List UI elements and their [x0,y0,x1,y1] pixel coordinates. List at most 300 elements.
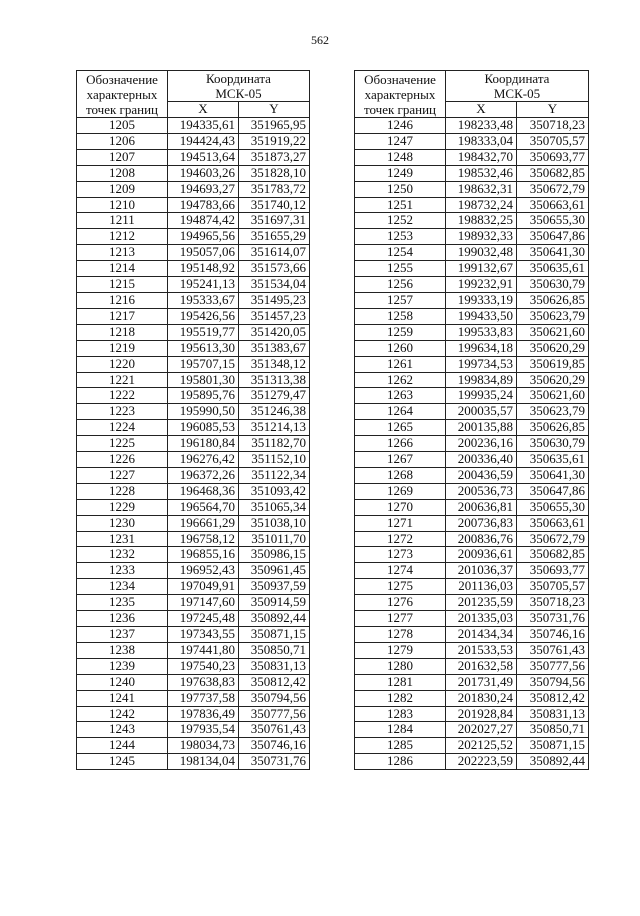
table-row [355,118,589,134]
coord-x: 202027,27 [446,722,517,738]
table-row [355,642,589,658]
coord-x: 197245,48 [168,611,239,627]
table-row [355,627,589,643]
table-row [77,722,310,738]
table-row [355,452,589,468]
table-row [77,642,310,658]
table-row [77,658,310,674]
coord-x: 201731,49 [446,674,517,690]
coord-x: 197147,60 [168,595,239,611]
coord-y: 351383,67 [239,340,310,356]
point-number: 1281 [355,674,446,690]
coord-x: 202125,52 [446,738,517,754]
coord-y: 350655,30 [517,499,589,515]
header-x: X [168,102,239,118]
table-row [355,149,589,165]
coord-y: 351614,07 [239,245,310,261]
coord-y: 350718,23 [517,595,589,611]
coord-y: 350831,13 [517,706,589,722]
table-row [77,372,310,388]
coord-x: 197737,58 [168,690,239,706]
point-number: 1222 [77,388,168,404]
coord-y: 351534,04 [239,277,310,293]
point-number: 1241 [77,690,168,706]
coord-y: 350672,79 [517,531,589,547]
coord-x: 199533,83 [446,324,517,340]
coord-x: 196468,36 [168,483,239,499]
table-row [77,754,310,770]
coord-y: 350641,30 [517,467,589,483]
coord-x: 199634,18 [446,340,517,356]
table-row [77,499,310,515]
coord-y: 351182,70 [239,436,310,452]
coord-x: 197935,54 [168,722,239,738]
coord-y: 351093,42 [239,483,310,499]
point-number: 1251 [355,197,446,213]
coord-x: 199132,67 [446,261,517,277]
coord-x: 194965,56 [168,229,239,245]
table-row [355,467,589,483]
point-number: 1272 [355,531,446,547]
table-row [355,706,589,722]
coord-x: 200536,73 [446,483,517,499]
coord-y: 351279,47 [239,388,310,404]
table-row [355,738,589,754]
point-number: 1229 [77,499,168,515]
coord-x: 199333,19 [446,292,517,308]
point-number: 1220 [77,356,168,372]
coord-y: 350647,86 [517,229,589,245]
point-number: 1259 [355,324,446,340]
coord-y: 351246,38 [239,404,310,420]
table-row [355,674,589,690]
coord-x: 195990,50 [168,404,239,420]
coord-y: 350621,60 [517,388,589,404]
point-number: 1211 [77,213,168,229]
point-number: 1217 [77,308,168,324]
coord-x: 200135,88 [446,420,517,436]
table-row [77,324,310,340]
table-row [355,308,589,324]
coord-x: 194335,61 [168,118,239,134]
point-number: 1283 [355,706,446,722]
coord-x: 195519,77 [168,324,239,340]
coord-y: 350619,85 [517,356,589,372]
table-row [77,547,310,563]
table-row [355,579,589,595]
point-number: 1274 [355,563,446,579]
point-number: 1253 [355,229,446,245]
table-row [77,690,310,706]
point-number: 1279 [355,642,446,658]
coord-y: 351214,13 [239,420,310,436]
coord-y: 351783,72 [239,181,310,197]
point-number: 1234 [77,579,168,595]
table-row [77,674,310,690]
coord-y: 350892,44 [517,754,589,770]
coord-x: 201632,58 [446,658,517,674]
coord-y: 350777,56 [239,706,310,722]
coord-y: 350635,61 [517,261,589,277]
point-number: 1284 [355,722,446,738]
coord-y: 350746,16 [517,627,589,643]
coord-y: 351152,10 [239,452,310,468]
coord-x: 198233,48 [446,118,517,134]
point-number: 1269 [355,483,446,499]
table-row [77,436,310,452]
coord-x: 201235,59 [446,595,517,611]
point-number: 1242 [77,706,168,722]
table-row [77,515,310,531]
table-row [77,213,310,229]
point-number: 1209 [77,181,168,197]
point-number: 1210 [77,197,168,213]
table-row [77,627,310,643]
header-point-designation: Обозначение характерных точек границ [355,71,446,118]
coord-y: 350914,59 [239,595,310,611]
coord-x: 199232,91 [446,277,517,293]
coord-x: 200436,59 [446,467,517,483]
table-row [355,372,589,388]
table-row [355,722,589,738]
table-row [77,388,310,404]
coord-x: 198134,04 [168,754,239,770]
point-number: 1262 [355,372,446,388]
coord-x: 195057,06 [168,245,239,261]
table-row [355,356,589,372]
table-row [77,579,310,595]
point-number: 1266 [355,436,446,452]
point-number: 1263 [355,388,446,404]
coord-x: 194603,26 [168,165,239,181]
point-number: 1285 [355,738,446,754]
table-row [355,531,589,547]
coord-x: 195148,92 [168,261,239,277]
point-number: 1248 [355,149,446,165]
coord-y: 350871,15 [239,627,310,643]
table-row [77,595,310,611]
page-number: 562 [311,33,329,47]
point-number: 1261 [355,356,446,372]
header-coordinate-label: Координата [484,71,550,87]
table-row [355,547,589,563]
point-number: 1246 [355,118,446,134]
coord-x: 194874,42 [168,213,239,229]
coord-x: 197638,83 [168,674,239,690]
point-number: 1247 [355,133,446,149]
coord-y: 351495,23 [239,292,310,308]
coord-y: 350871,15 [517,738,589,754]
coord-y: 351457,23 [239,308,310,324]
point-number: 1249 [355,165,446,181]
table-row [77,308,310,324]
coord-x: 201533,53 [446,642,517,658]
coord-x: 199433,50 [446,308,517,324]
coord-x: 196661,29 [168,515,239,531]
coord-x: 196564,70 [168,499,239,515]
coord-y: 350663,61 [517,515,589,531]
coord-y: 350746,16 [239,738,310,754]
table-row [355,754,589,770]
table-row [77,356,310,372]
table-row [77,292,310,308]
point-number: 1277 [355,611,446,627]
coord-x: 196276,42 [168,452,239,468]
point-number: 1236 [77,611,168,627]
point-number: 1208 [77,165,168,181]
coord-y: 350705,57 [517,579,589,595]
coord-y: 351038,10 [239,515,310,531]
point-number: 1214 [77,261,168,277]
coord-y: 350892,44 [239,611,310,627]
table-row [355,340,589,356]
coord-x: 195613,30 [168,340,239,356]
point-number: 1273 [355,547,446,563]
coord-x: 196758,12 [168,531,239,547]
table-row [77,738,310,754]
table-row [77,706,310,722]
table-row [77,277,310,293]
point-number: 1219 [77,340,168,356]
coord-y: 351348,12 [239,356,310,372]
point-number: 1212 [77,229,168,245]
point-number: 1267 [355,452,446,468]
point-number: 1216 [77,292,168,308]
header-coordinate-system: МСК-05 [493,86,541,102]
coord-x: 200936,61 [446,547,517,563]
coord-x: 197049,91 [168,579,239,595]
table-row [355,436,589,452]
coord-x: 201434,34 [446,627,517,643]
header-coordinate [168,71,310,102]
point-number: 1252 [355,213,446,229]
coord-x: 200035,57 [446,404,517,420]
table-row [77,452,310,468]
point-number: 1235 [77,595,168,611]
coord-y: 350812,42 [239,674,310,690]
table-row [355,388,589,404]
coord-x: 197343,55 [168,627,239,643]
table-row [77,483,310,499]
coord-x: 194513,64 [168,149,239,165]
coord-x: 201036,37 [446,563,517,579]
point-number: 1221 [77,372,168,388]
coord-y: 350647,86 [517,483,589,499]
point-number: 1228 [77,483,168,499]
point-number: 1286 [355,754,446,770]
point-number: 1226 [77,452,168,468]
point-number: 1237 [77,627,168,643]
table-row [77,229,310,245]
coord-y: 350635,61 [517,452,589,468]
header-point-designation: Обозначение характерных точек границ [77,71,168,118]
coord-y: 351573,66 [239,261,310,277]
coord-y: 350777,56 [517,658,589,674]
coord-y: 350731,76 [239,754,310,770]
table-row [355,658,589,674]
point-number: 1206 [77,133,168,149]
table-row [355,515,589,531]
point-number: 1223 [77,404,168,420]
coord-x: 198432,70 [446,149,517,165]
coord-y: 351919,22 [239,133,310,149]
coord-x: 198932,33 [446,229,517,245]
coord-x: 196372,26 [168,467,239,483]
point-number: 1218 [77,324,168,340]
point-number: 1227 [77,467,168,483]
header-y: Y [239,102,310,118]
table-row [355,197,589,213]
point-number: 1224 [77,420,168,436]
table-row [355,324,589,340]
table-row [77,165,310,181]
coord-y: 351873,27 [239,149,310,165]
table-row [77,420,310,436]
coord-y: 351740,12 [239,197,310,213]
coord-y: 351420,05 [239,324,310,340]
table-row [77,611,310,627]
coord-y: 350623,79 [517,404,589,420]
coord-y: 350761,43 [517,642,589,658]
point-number: 1243 [77,722,168,738]
table-row [355,483,589,499]
coord-x: 195707,15 [168,356,239,372]
coord-y: 350693,77 [517,563,589,579]
coord-y: 350682,85 [517,165,589,181]
coord-x: 198832,25 [446,213,517,229]
table-row [355,229,589,245]
coord-x: 200336,40 [446,452,517,468]
point-number: 1264 [355,404,446,420]
point-number: 1265 [355,420,446,436]
table-row [355,245,589,261]
coord-y: 351011,70 [239,531,310,547]
coord-y: 350986,15 [239,547,310,563]
header-coordinate-system: МСК-05 [215,86,262,102]
coord-y: 351655,29 [239,229,310,245]
coord-x: 199834,89 [446,372,517,388]
coord-x: 195241,13 [168,277,239,293]
coord-x: 196855,16 [168,547,239,563]
coord-x: 197540,23 [168,658,239,674]
header-x: X [446,102,517,118]
coord-x: 194783,66 [168,197,239,213]
table-row [77,197,310,213]
table-row [355,261,589,277]
table-row [77,563,310,579]
coord-y: 350718,23 [517,118,589,134]
point-number: 1244 [77,738,168,754]
coord-x: 197836,49 [168,706,239,722]
table-row [77,181,310,197]
point-number: 1280 [355,658,446,674]
point-number: 1232 [77,547,168,563]
coord-x: 194693,27 [168,181,239,197]
coord-x: 197441,80 [168,642,239,658]
coord-x: 196952,43 [168,563,239,579]
coord-x: 200836,76 [446,531,517,547]
table-row [355,404,589,420]
table-row [77,133,310,149]
coord-y: 350812,42 [517,690,589,706]
coord-x: 198732,24 [446,197,517,213]
coordinates-table-right [354,70,589,770]
point-number: 1231 [77,531,168,547]
coord-y: 350626,85 [517,420,589,436]
coord-x: 195333,67 [168,292,239,308]
coord-y: 351965,95 [239,118,310,134]
point-number: 1245 [77,754,168,770]
coord-x: 195801,30 [168,372,239,388]
table-row [355,690,589,706]
coord-y: 351065,34 [239,499,310,515]
coord-y: 351122,34 [239,467,310,483]
coord-x: 199032,48 [446,245,517,261]
coord-y: 351828,10 [239,165,310,181]
table-row [355,165,589,181]
table-row [77,118,310,134]
coord-y: 350623,79 [517,308,589,324]
coord-y: 350705,57 [517,133,589,149]
point-number: 1260 [355,340,446,356]
coord-y: 350655,30 [517,213,589,229]
coordinates-table-left [76,70,310,770]
coord-y: 350831,13 [239,658,310,674]
table-row [77,467,310,483]
table-row [77,261,310,277]
header-y: Y [517,102,589,118]
point-number: 1238 [77,642,168,658]
coord-y: 350641,30 [517,245,589,261]
point-number: 1257 [355,292,446,308]
point-number: 1270 [355,499,446,515]
coord-x: 199935,24 [446,388,517,404]
coord-y: 350663,61 [517,197,589,213]
coord-x: 196180,84 [168,436,239,452]
coord-x: 200636,81 [446,499,517,515]
point-number: 1207 [77,149,168,165]
table-row [355,420,589,436]
point-number: 1250 [355,181,446,197]
coord-y: 350626,85 [517,292,589,308]
point-number: 1213 [77,245,168,261]
table-row [355,213,589,229]
point-number: 1275 [355,579,446,595]
coord-x: 198532,46 [446,165,517,181]
coord-x: 195895,76 [168,388,239,404]
table-row [355,595,589,611]
coord-y: 350630,79 [517,277,589,293]
point-number: 1268 [355,467,446,483]
coord-x: 194424,43 [168,133,239,149]
coord-y: 350620,29 [517,372,589,388]
coord-y: 350672,79 [517,181,589,197]
table-row [77,245,310,261]
coord-x: 202223,59 [446,754,517,770]
point-number: 1256 [355,277,446,293]
point-number: 1254 [355,245,446,261]
point-number: 1276 [355,595,446,611]
table-row [77,149,310,165]
point-number: 1271 [355,515,446,531]
header-coordinate-label: Координата [206,71,271,87]
coord-y: 350937,59 [239,579,310,595]
table-row [77,531,310,547]
table-row [355,292,589,308]
table-row [77,340,310,356]
coord-x: 198333,04 [446,133,517,149]
table-row [355,277,589,293]
